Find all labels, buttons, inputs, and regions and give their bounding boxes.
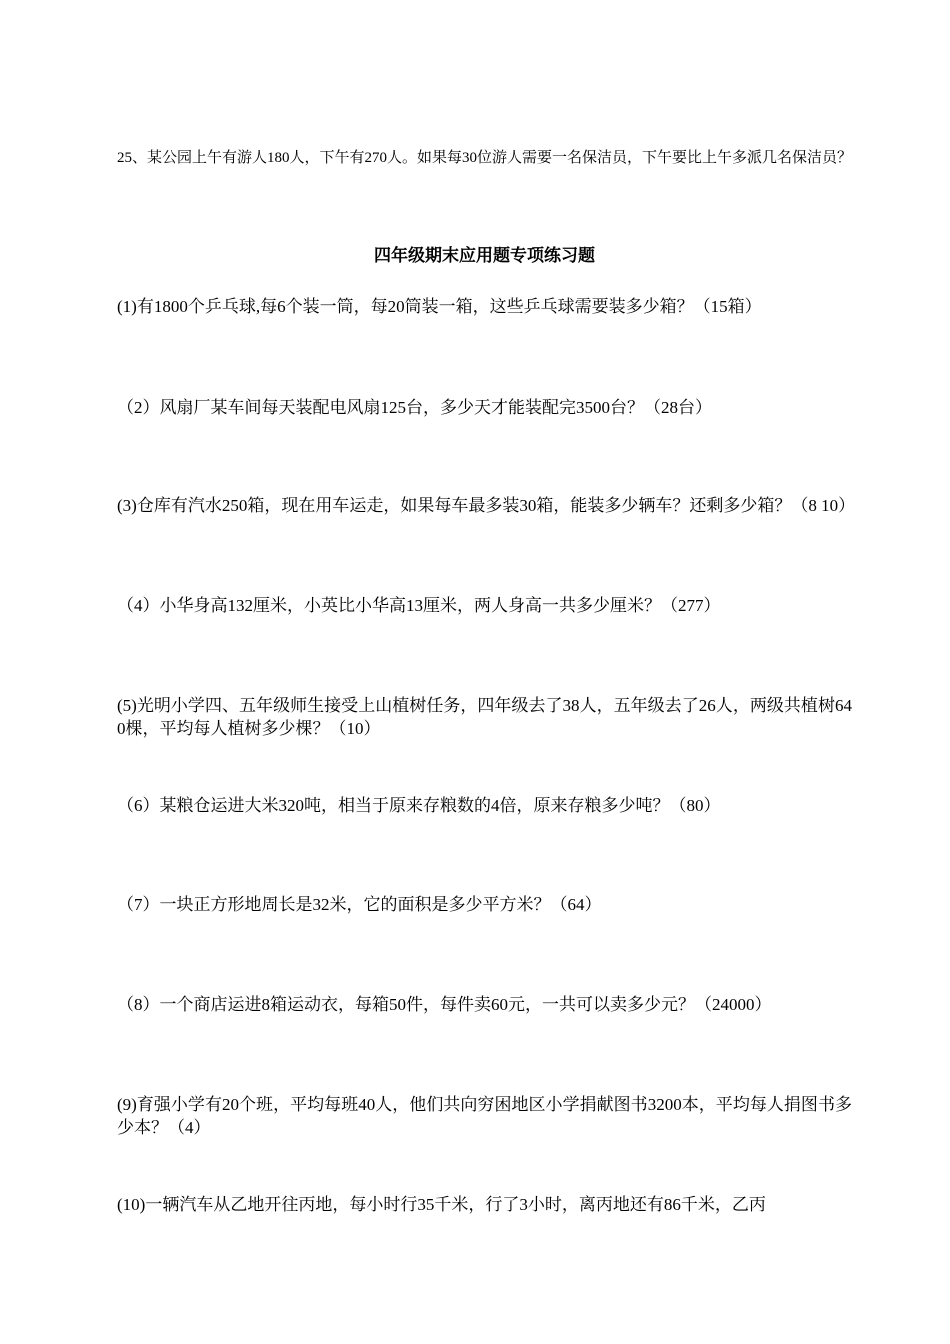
section-title: 四年级期末应用题专项练习题 [374,246,595,265]
problem-7: （7）一块正方形地周长是32米，它的面积是多少平方米？（64） [117,895,602,914]
problem-2: （2）风扇厂某车间每天装配电风扇125台，多少天才能装配完3500台？（28台） [117,398,712,417]
problem-5: (5)光明小学四、五年级师生接受上山植树任务，四年级去了38人，五年级去了26人，两级共植树640棵，平均每人植树多少棵？（10） [117,696,852,738]
intro-problem-25: 25、某公园上午有游人180人，下午有270人。如果每30位游人需要一名保洁员，下午要比上午多派几名保洁员？ [117,150,853,166]
problem-6: （6）某粮仓运进大米320吨，相当于原来存粮数的4倍，原来存粮多少吨？（80） [117,796,721,815]
problem-1: (1)有1800个乒乓球,每6个装一筒，每20筒装一箱，这些乒乓球需要装多少箱？（15箱） [117,297,762,316]
problem-10: (10)一辆汽车从乙地开往丙地，每小时行35千米，行了3小时，离丙地还有86千米，乙丙 [117,1195,766,1214]
problem-8: （8）一个商店运进8箱运动衣，每箱50件，每件卖60元，一共可以卖多少元？（24000） [117,995,772,1014]
problem-4: （4）小华身高132厘米，小英比小华高13厘米，两人身高一共多少厘米？（277） [117,596,721,615]
problem-3: (3)仓库有汽水250箱，现在用车运走，如果每车最多装30箱，能装多少辆车？还剩多少箱？（8 10） [117,496,856,515]
problem-9: (9)育强小学有20个班，平均每班40人，他们共向穷困地区小学捐献图书3200本，平均每人捐图书多少本？（4） [117,1095,852,1137]
